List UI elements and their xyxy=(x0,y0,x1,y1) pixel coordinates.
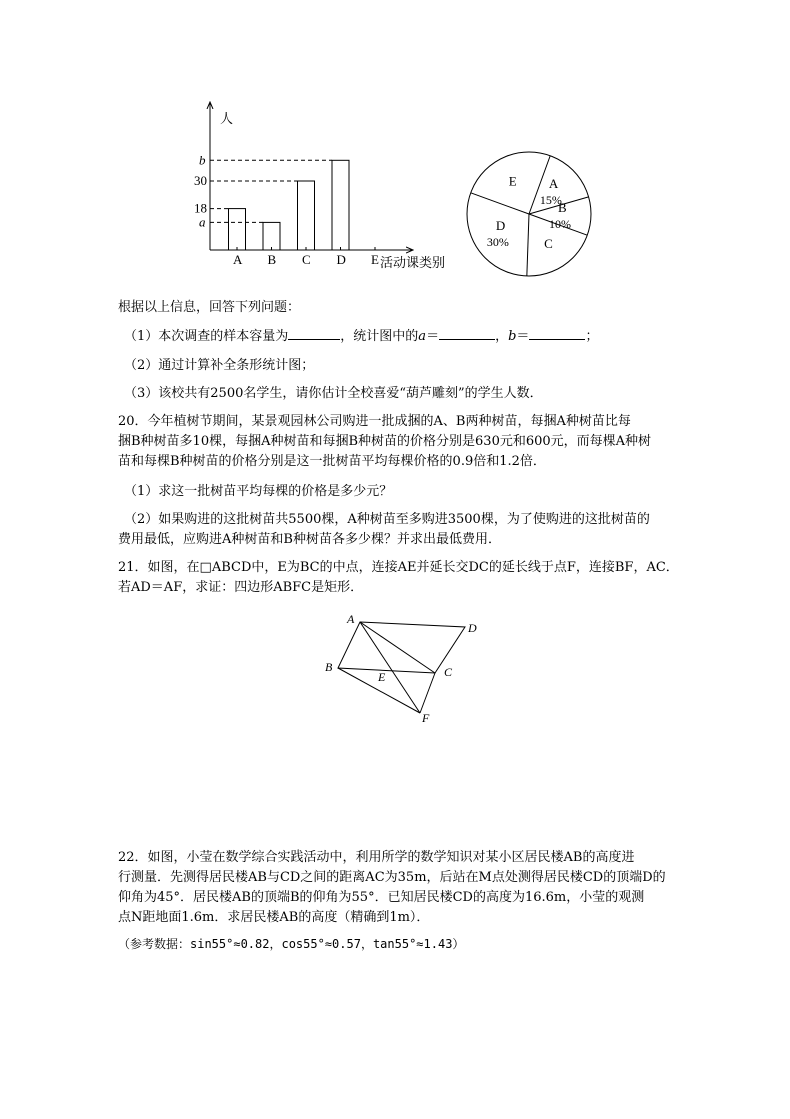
label-a: A xyxy=(347,612,355,626)
q19-intro: 根据以上信息，回答下列问题： xyxy=(118,300,301,315)
q22-line2: 行测量．先测得居民楼AB与CD之间的距离AC为35m，后站在M点处测得居民楼CD的顶端D的 xyxy=(118,870,666,885)
q19-part2: （2）通过计算补全条形统计图； xyxy=(124,358,315,373)
x-axis-label: 活动课类别 xyxy=(380,256,446,271)
var-b: b xyxy=(508,329,517,344)
q19-part1 xyxy=(124,325,598,344)
q19-p1-end: ； xyxy=(585,329,599,344)
q21-line1: 21．如图，在□ABCD中，E为BC的中点，连接AE并延长交DC的延长线于点F，连接BF，AC． xyxy=(118,560,679,575)
bar-D xyxy=(332,160,349,250)
label-c: C xyxy=(444,665,453,679)
y-tick-a: a xyxy=(199,214,206,230)
pie-label-C: C xyxy=(544,235,553,251)
q22-line3: 仰角为45°．居民楼AB的顶端B的仰角为55°．已知居民楼CD的高度为16.6m，小莹的观测 xyxy=(118,890,645,905)
label-d: D xyxy=(468,621,477,635)
x-tick-C: C xyxy=(302,252,311,267)
bar-C xyxy=(298,181,315,250)
q19-p1-comma: ， xyxy=(495,329,509,344)
q20-line1: 20．今年植树节期间，某景观园林公司购进一批成捆的A、B两种树苗，每捆A种树苗比每 xyxy=(118,414,631,429)
q19-p1-mid: ，统计图中的 xyxy=(340,329,419,344)
q20-part1: （1）求这一批树苗平均每棵的价格是多少元？ xyxy=(124,484,393,499)
a-blank[interactable] xyxy=(439,339,495,340)
pie-label-E: E xyxy=(508,173,517,189)
var-a: a xyxy=(418,329,427,344)
pie-pct-B: 10% xyxy=(548,217,571,232)
bar-A xyxy=(229,209,246,250)
y-tick-30: 30 xyxy=(194,173,207,188)
q20-part2-a: （2）如果购进的这批树苗共5500棵，A种树苗至多购进3500棵，为了使购进的这批树苗的 xyxy=(124,512,650,527)
y-tick-18: 18 xyxy=(194,200,207,216)
segment-cf xyxy=(420,673,435,713)
q22-reference-data: （参考数据：sin55°≈0.82，cos55°≈0.57，tan55°≈1.43） xyxy=(118,937,465,951)
q20-part2-b: 费用最低，应购进A种树苗和B种树苗各多少棵？并求出最低费用． xyxy=(118,532,501,547)
q22-line4: 点N距地面1.6m．求居民楼AB的高度（精确到1m）． xyxy=(118,910,430,925)
label-f: F xyxy=(422,711,430,725)
q21-line2: 若AD＝AF，求证：四边形ABFC是矩形． xyxy=(118,580,364,595)
q19-p1-text: （1）本次调查的样本容量为 xyxy=(124,329,289,344)
bar-chart xyxy=(190,95,460,275)
pie-chart xyxy=(465,150,595,280)
x-tick-E: E xyxy=(371,252,379,267)
pie-pct-D: 30% xyxy=(486,235,509,250)
x-tick-D: D xyxy=(336,252,346,267)
y-axis-label: 人 xyxy=(220,112,234,127)
parallelogram-figure xyxy=(320,605,490,725)
q19-part3: （3）该校共有2500名学生，请你估计全校喜爱“葫芦雕刻”的学生人数． xyxy=(124,386,543,401)
x-tick-A: A xyxy=(233,252,243,267)
q20-line3: 苗和每棵B种树苗的价格分别是这一批树苗平均每棵价格的0.9倍和1.2倍． xyxy=(118,454,546,469)
label-e: E xyxy=(378,670,386,684)
pie-pct-A: 15% xyxy=(539,192,562,207)
y-tick-b: b xyxy=(199,152,206,168)
pie-label-A: A xyxy=(548,175,559,191)
sample-size-blank[interactable] xyxy=(288,339,340,340)
eq-a: ＝ xyxy=(426,329,440,344)
bar-B xyxy=(263,222,280,250)
segment-ac xyxy=(360,622,435,673)
pie-group xyxy=(471,156,589,276)
pie-label-D: D xyxy=(495,218,506,234)
pie-label-B: B xyxy=(557,200,567,216)
q20-line2: 捆B种树苗多10棵，每捆A种树苗和每捆B种树苗的价格分别是630元和600元，而每棵A种树 xyxy=(118,434,652,449)
segment-af xyxy=(360,622,420,713)
x-tick-B: B xyxy=(267,252,277,267)
pie-divider-D xyxy=(527,214,529,276)
pie-divider-E xyxy=(471,193,529,214)
b-blank[interactable] xyxy=(529,339,585,340)
label-b: B xyxy=(325,660,333,674)
q22-line1: 22．如图，小莹在数学综合实践活动中，利用所学的数学知识对某小区居民楼AB的高度进 xyxy=(118,850,635,865)
eq-b: ＝ xyxy=(516,329,530,344)
